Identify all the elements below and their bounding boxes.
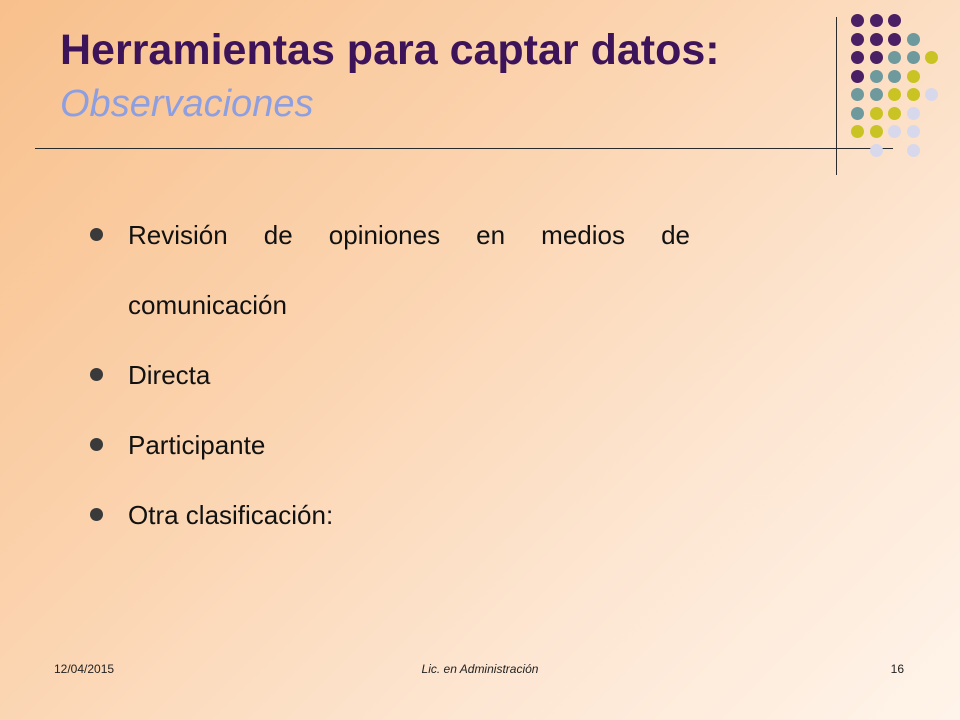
decorative-dot	[907, 51, 920, 64]
decorative-dot	[888, 88, 901, 101]
decorative-dot	[907, 107, 920, 120]
decorative-dot	[870, 144, 883, 157]
decorative-dot	[888, 125, 901, 138]
footer-date: 12/04/2015	[54, 662, 115, 676]
bullet-icon	[90, 228, 103, 241]
decorative-dot	[870, 14, 883, 27]
decorative-dot	[888, 51, 901, 64]
decorative-dot	[870, 51, 883, 64]
decorative-dot	[888, 107, 901, 120]
decorative-dot	[851, 70, 864, 83]
decorative-dot-grid	[851, 14, 951, 154]
decorative-dot	[870, 107, 883, 120]
bullet-item	[90, 340, 690, 410]
decorative-dot	[851, 33, 864, 46]
title-subtitle: Observaciones	[60, 83, 314, 125]
decorative-dot	[870, 125, 883, 138]
decorative-dot	[907, 88, 920, 101]
bullet-text: Otra clasificación:	[128, 500, 334, 530]
bullet-text: Participante	[128, 430, 266, 460]
decorative-dot	[870, 88, 883, 101]
decorative-dot	[907, 70, 920, 83]
bullet-icon	[90, 508, 103, 521]
decorative-dot	[907, 125, 920, 138]
decorative-dot	[888, 70, 901, 83]
title-divider-horizontal	[35, 148, 893, 149]
decorative-dot	[870, 33, 883, 46]
bullet-icon	[90, 368, 103, 381]
decorative-dot	[925, 88, 938, 101]
slide-title	[60, 24, 800, 130]
decorative-dot	[851, 51, 864, 64]
footer-center-text: Lic. en Administración	[421, 662, 539, 676]
bullet-icon	[90, 438, 103, 451]
decorative-dot	[907, 33, 920, 46]
decorative-dot	[888, 33, 901, 46]
decorative-dot	[907, 144, 920, 157]
decorative-dot	[851, 88, 864, 101]
decorative-dot	[851, 125, 864, 138]
footer-page-number: 16	[890, 662, 904, 676]
bullet-text: Directa	[128, 360, 211, 390]
decorative-dot	[851, 107, 864, 120]
decorative-dot	[851, 14, 864, 27]
title-divider-vertical	[836, 17, 837, 175]
decorative-dot	[888, 14, 901, 27]
bullet-list	[90, 200, 690, 550]
bullet-item	[90, 410, 690, 480]
decorative-dot	[870, 70, 883, 83]
bullet-text: Revisión de opiniones en medios de comunicación	[128, 220, 690, 320]
decorative-dot	[925, 51, 938, 64]
bullet-item	[90, 200, 690, 340]
title-main: Herramientas para captar datos:	[60, 26, 720, 74]
bullet-item	[90, 480, 690, 550]
